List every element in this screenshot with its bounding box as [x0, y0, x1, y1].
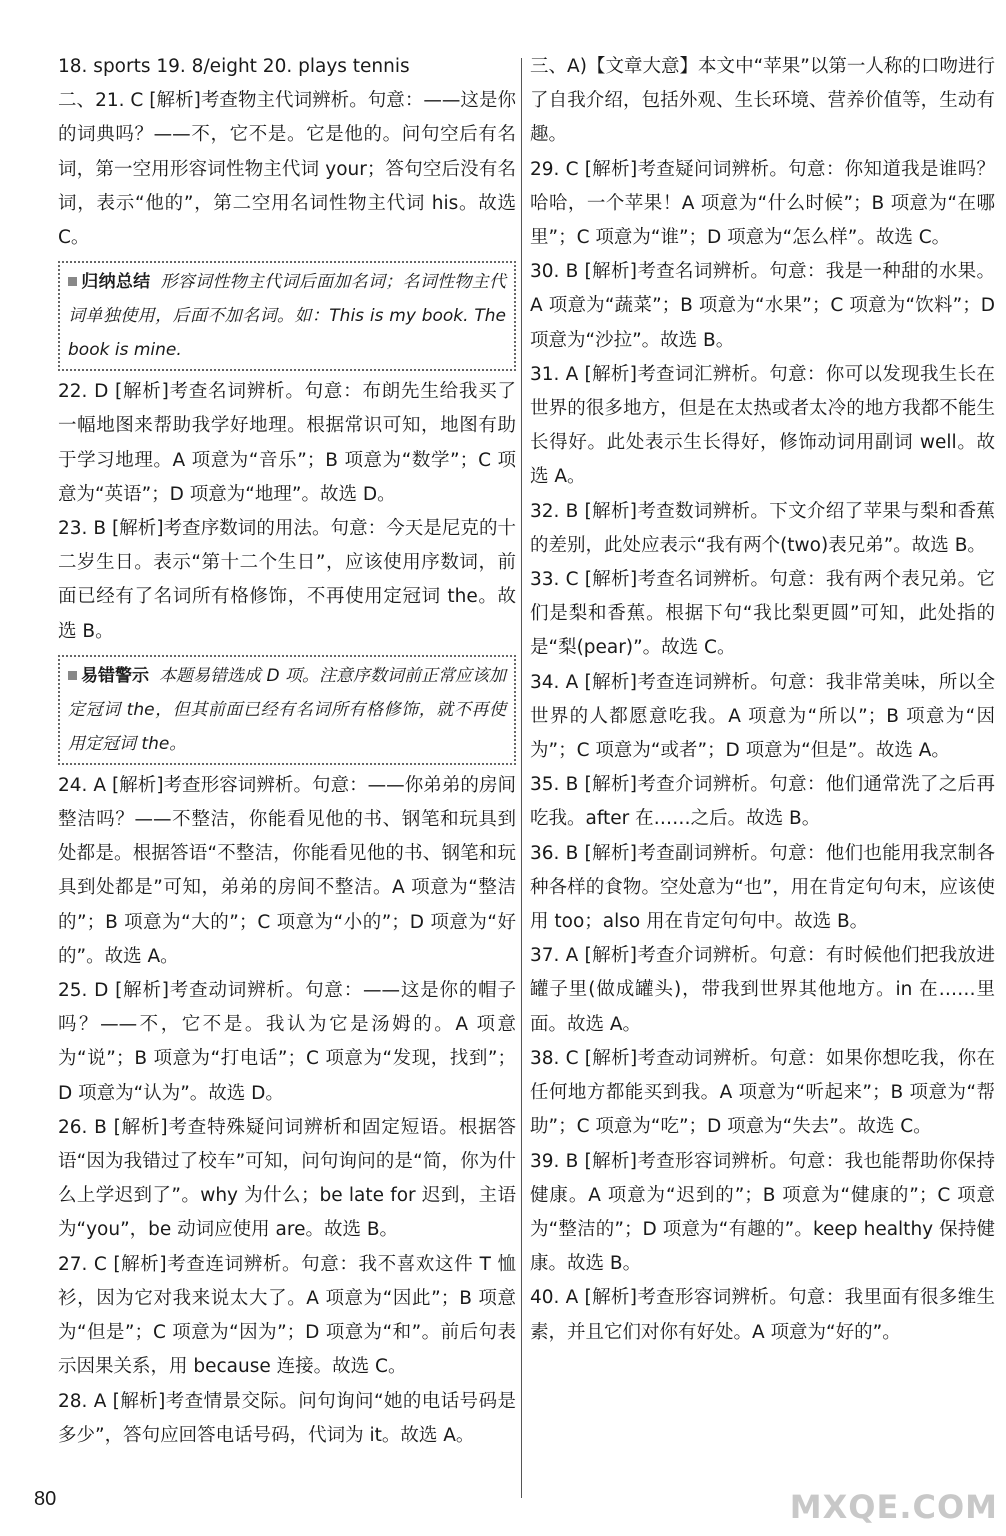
- answer-paragraph: 31. A [解析]考查词汇辨析。句意：你可以发现我生长在世界的很多地方，但是在太热或者太冷的地方我都不能生长得好。此处表示生长得好，修饰动词用副词 well。故选 A。: [530, 363, 995, 488]
- answer-paragraph: 24. A [解析]考查形容词辨析。句意：——你弟弟的房间整洁吗？——不整洁，你能看见他的书、钢笔和玩具到处都是。根据答语“不整洁，你能看见他的书、钢笔和玩具到处都是”可知，弟弟的房间不整洁。A 项意为“整洁的”；B 项意为“大的”；C 项意为“小的”；D 项意为“好的”。故选 A。: [58, 774, 516, 967]
- note-title: 归纳总结: [81, 272, 151, 293]
- answer-paragraph: 38. C [解析]考查动词辨析。句意：如果你想吃我，你在任何地方都能买到我。A 项意为“听起来”；B 项意为“帮助”；C 项意为“吃”；D 项意为“失去”。故选 C。: [530, 1047, 995, 1138]
- page-number: 80: [34, 1488, 57, 1510]
- column-divider: [521, 58, 522, 1498]
- answer-paragraph: 40. A [解析]考查形容词辨析。句意：我里面有很多维生素，并且它们对你有好处。A 项意为“好的”。: [530, 1287, 995, 1343]
- answer-paragraph: 18. sports 19. 8/eight 20. plays tennis: [58, 56, 410, 77]
- answer-paragraph: 二、21. C [解析]考查物主代词辨析。句意：——这是你的词典吗？——不，它不是。它是他的。问句空后有名词，第一空用形容词性物主代词 your；答句空后没有名词，表示“他的”，第二空用名词性物主代词 his。故选 C。: [58, 90, 516, 249]
- answer-paragraph: 三、A)【文章大意】本文中“苹果”以第一人称的口吻进行了自我介绍，包括外观、生长环境、营养价值等，生动有趣。: [530, 56, 995, 146]
- note-text: 本题易错选成 D 项。注意序数词前正常应该加定冠词 the，但其前面已经有名词所有格修饰，就不再使用定冠词 the。: [68, 665, 507, 754]
- answer-paragraph: 33. C [解析]考查名词辨析。句意：我有两个表兄弟。它们是梨和香蕉。根据下句“我比梨更圆”可知，此处指的是“梨(pear)”。故选 C。: [530, 569, 995, 659]
- answer-paragraph: 25. D [解析]考查动词辨析。句意：——这是你的帽子吗？——不，它不是。我认为它是汤姆的。A 项意为“说”；B 项意为“打电话”；C 项意为“发现，找到”；D 项意为“认为”。故选 D。: [58, 980, 516, 1104]
- answer-paragraph: 23. B [解析]考查序数词的用法。句意：今天是尼克的十二岁生日。表示“第十二个生日”，应该使用序数词，前面已经有了名词所有格修饰，不再使用定冠词 the。故选 B。: [58, 518, 516, 642]
- answer-paragraph: 30. B [解析]考查名词辨析。句意：我是一种甜的水果。A 项意为“蔬菜”；B 项意为“水果”；C 项意为“饮料”；D 项意为“沙拉”。故选 B。: [530, 261, 995, 351]
- left-column: [58, 50, 516, 1453]
- answer-paragraph: 32. B [解析]考查数词辨析。下文介绍了苹果与梨和香蕉的差别，此处应表示“我有两个(two)表兄弟”。故选 B。: [530, 500, 995, 556]
- note-box: [58, 261, 516, 371]
- answer-paragraph: 35. B [解析]考查介词辨析。句意：他们通常洗了之后再吃我。after 在……之后。故选 B。: [530, 774, 995, 830]
- answer-paragraph: 28. A [解析]考查情景交际。问句询问“她的电话号码是多少”，答句应回答电话号码，代词为 it。故选 A。: [58, 1390, 516, 1446]
- answer-paragraph: 27. C [解析]考查连词辨析。句意：我不喜欢这件 T 恤衫，因为它对我来说太大了。A 项意为“因此”；B 项意为“但是”；C 项意为“因为”；D 项意为“和”。前后句表示因果关系，用 because 连接。故选 C。: [58, 1253, 516, 1378]
- answer-paragraph: 26. B [解析]考查特殊疑问词辨析和固定短语。根据答语“因为我错过了校车”可知，问句询问的是“简，你为什么上学迟到了”。why 为什么；be late for 迟到，主语为“you”，be 动词应使用 are。故选 B。: [58, 1116, 516, 1241]
- answer-paragraph: 22. D [解析]考查名词辨析。句意：布朗先生给我买了一幅地图来帮助我学好地理。根据常识可知，地图有助于学习地理。A 项意为“音乐”；B 项意为“数学”；C 项意为“英语”；D 项意为“地理”。故选 D。: [58, 381, 516, 505]
- note-box: [58, 655, 516, 765]
- note-title: 易错警示: [81, 665, 150, 686]
- answer-paragraph: 34. A [解析]考查连词辨析。句意：我非常美味，所以全世界的人都愿意吃我。A 项意为“所以”；B 项意为“因为”；C 项意为“或者”；D 项意为“但是”。故选 A。: [530, 671, 995, 762]
- square-icon: [68, 277, 77, 286]
- square-icon: [68, 671, 77, 680]
- answer-paragraph: 39. B [解析]考查形容词辨析。句意：我也能帮助你保持健康。A 项意为“迟到的”；B 项意为“健康的”；C 项意为“整洁的”；D 项意为“有趣的”。keep healthy 保持健康。故选 B。: [530, 1150, 995, 1275]
- answer-paragraph: 37. A [解析]考查介词辨析。句意：有时候他们把我放进罐子里(做成罐头)，带我到世界其他地方。in 在……里面。故选 A。: [530, 945, 995, 1035]
- note-text: 形容词性物主代词后面加名词；名词性物主代词单独使用，后面不加名词。如：This is my book. The book is mine.: [68, 272, 507, 361]
- watermark: MXQE.COM: [789, 1488, 998, 1526]
- right-column: [530, 50, 995, 1350]
- answer-paragraph: 36. B [解析]考查副词辨析。句意：他们也能用我烹制各种各样的食物。空处意为“也”，用在肯定句句末，应该使用 too；also 用在肯定句句中。故选 B。: [530, 842, 995, 933]
- answer-paragraph: 29. C [解析]考查疑问词辨析。句意：你知道我是谁吗？哈哈，一个苹果！A 项意为“什么时候”；B 项意为“在哪里”；C 项意为“谁”；D 项意为“怎么样”。故选 C。: [530, 158, 995, 249]
